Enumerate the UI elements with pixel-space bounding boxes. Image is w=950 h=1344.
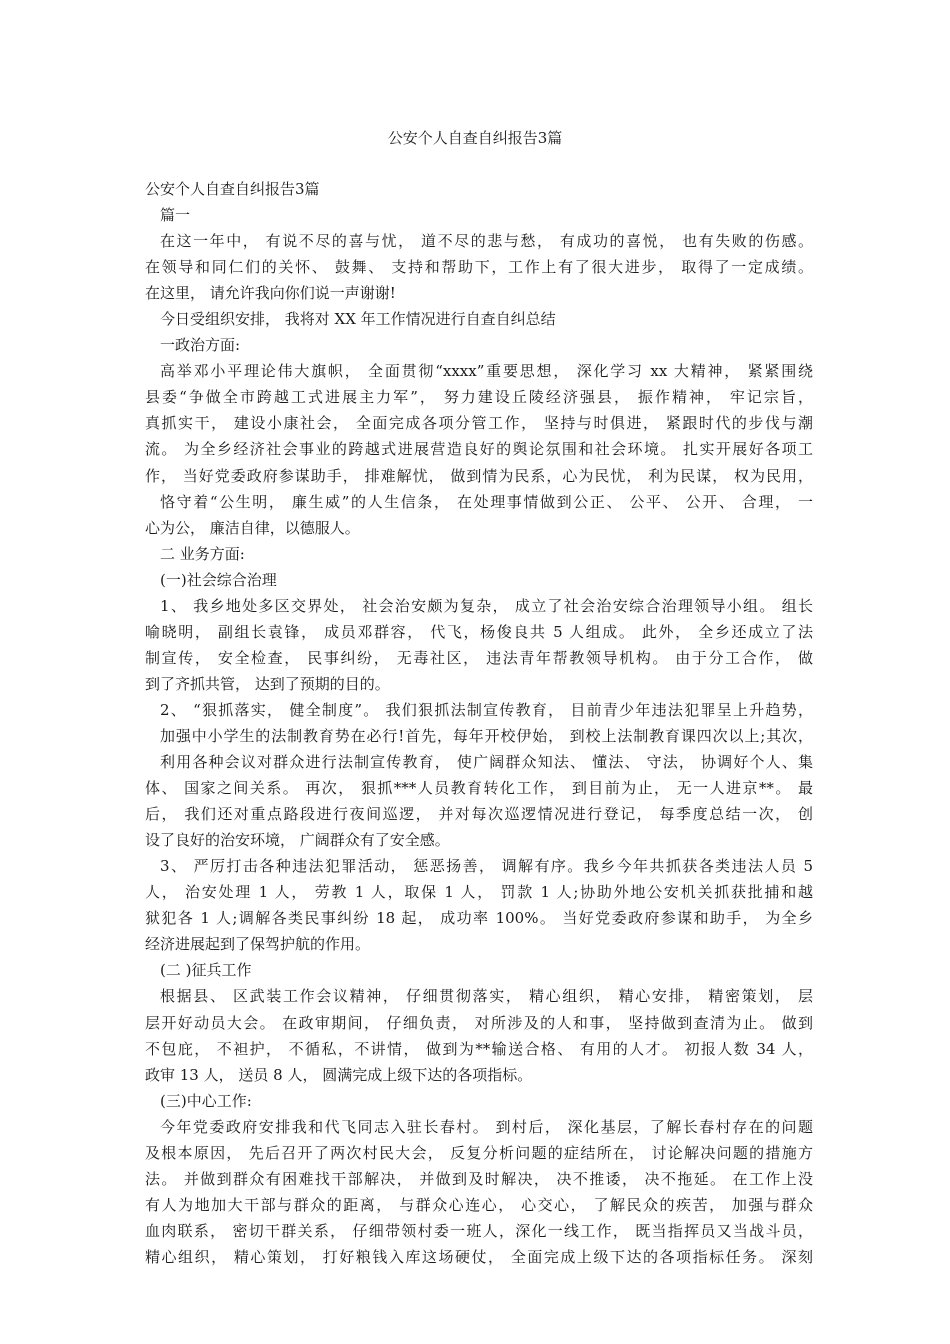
document-title: 公安个人自查自纠报告3篇 <box>387 129 563 147</box>
text-line: 1、 我乡地处多区交界处， 社会治安颇为复杂， 成立了社会治安综合治理领导小组。 组长 <box>160 596 813 615</box>
text-line: 后， 我们还对重点路段进行夜间巡逻， 并对每次巡逻情况进行登记， 每季度总结一次， 创 <box>145 805 813 824</box>
text-line: 二 业务方面: <box>160 544 245 563</box>
text-line: 加强中小学生的法制教育势在必行!首先，每年开校伊始， 到校上法制教育课四次以上;其次， <box>160 726 813 745</box>
text-line: 层开好动员大会。 在政审期间， 仔细负责， 对所涉及的人和事， 坚持做到查清为止。 做到 <box>145 1013 813 1032</box>
text-line: 今日受组织安排， 我将对 XX 年工作情况进行自查自纠总结 <box>160 310 556 329</box>
text-line: 县委“争做全市跨越工式进展主力军”， 努力建设丘陵经济强县， 振作精神， 牢记宗旨， <box>145 388 813 407</box>
text-line: 高举邓小平理论伟大旗帜， 全面贯彻“xxxx”重要思想， 深化学习 xx 大精神， 紧紧围绕 <box>160 362 813 381</box>
text-line: 喻晓明， 副组长袁锋， 成员邓群容， 代飞，杨俊良共 5 人组成。 此外， 全乡还成立了法 <box>145 622 813 641</box>
text-line: 法。 并做到群众有困难找干部解决， 并做到及时解决， 决不推诿， 决不拖延。 在工作上没 <box>145 1169 813 1188</box>
text-line: 人， 治安处理 1 人， 劳教 1 人，取保 1 人， 罚款 1 人;协助外地公安机关抓获批捕和越 <box>145 883 813 902</box>
text-line: 到了齐抓共管， 达到了预期的目的。 <box>145 674 390 693</box>
text-line: 利用各种会议对群众进行法制宣传教育， 使广阔群众知法、 懂法、 守法， 协调好个人、集 <box>160 753 813 772</box>
text-line: 篇一 <box>160 206 191 225</box>
text-line: 2、 “狠抓落实， 健全制度”。 我们狠抓法制宣传教育， 目前青少年违法犯罪呈上升趋势， <box>160 700 813 719</box>
text-line: 不包庇， 不袒护， 不循私，不讲情， 做到为**输送合格、 有用的人才。 初报人数 34 人， <box>145 1039 813 1058</box>
text-line: 心为公， 廉洁自律，以德服人。 <box>145 518 360 537</box>
text-line: 今年党委政府安排我和代飞同志入驻长春村。 到村后， 深化基层，了解长春村存在的问题 <box>160 1117 813 1136</box>
text-line: 在这里， 请允许我向你们说一声谢谢! <box>145 284 396 303</box>
text-line: 3、 严厉打击各种违法犯罪活动， 惩恶扬善， 调解有序。我乡今年共抓获各类违法人员 5 <box>160 857 813 876</box>
document-body <box>145 176 813 1270</box>
text-line: 真抓实干， 建设小康社会， 全面完成各项分管工作， 坚持与时俱进， 紧跟时代的步伐与潮 <box>145 414 813 433</box>
text-line: 体、 国家之间关系。 再次， 狠抓***人员教育转化工作， 到目前为止， 无一人进京**。 最 <box>145 779 813 798</box>
text-line: 流。 为全乡经济社会事业的跨越式进展营造良好的舆论氛围和社会环境。 扎实开展好各项工 <box>145 440 813 459</box>
text-line: (二 )征兵工作 <box>160 961 252 980</box>
text-line: 设了良好的治安环境， 广阔群众有了安全感。 <box>145 831 450 850</box>
text-line: 根据县、 区武装工作会议精神， 仔细贯彻落实， 精心组织， 精心安排， 精密策划， 层 <box>160 987 813 1006</box>
text-line: 作， 当好党委政府参谋助手， 排难解忧， 做到情为民系，心为民忧， 利为民谋， 权为民用， <box>145 466 813 485</box>
text-line: (三)中心工作: <box>160 1091 252 1110</box>
text-line: 在领导和同仁们的关怀、 鼓舞、 支持和帮助下，工作上有了很大进步， 取得了一定成绩。 <box>145 258 813 277</box>
text-line: 在这一年中， 有说不尽的喜与忧， 道不尽的悲与愁， 有成功的喜悦， 也有失败的伤感。 <box>160 232 813 251</box>
text-line: 政审 13 人， 送员 8 人， 圆满完成上级下达的各项指标。 <box>145 1065 533 1084</box>
text-line: 公安个人自查自纠报告3篇 <box>145 180 320 198</box>
text-line: 精心组织， 精心策划， 打好粮钱入库这场硬仗， 全面完成上级下达的各项指标任务。 深刻 <box>145 1247 813 1266</box>
text-line: 经济进展起到了保驾护航的作用。 <box>145 935 371 954</box>
text-line: 一政治方面: <box>160 336 241 355</box>
text-line: 恪守着“公生明， 廉生威”的人生信条， 在处理事情做到公正、 公平、 公开、 合理， 一 <box>160 492 813 511</box>
text-line: 有人为地加大干部与群众的距离， 与群众心连心， 心交心， 了解民众的疾苦， 加强与群众 <box>145 1195 813 1214</box>
text-line: 制宣传， 安全检查， 民事纠纷， 无毒社区， 违法青年帮教领导机构。 由于分工合作， 做 <box>145 648 813 667</box>
text-line: 及根本原因， 先后召开了两次村民大会， 反复分析问题的症结所在， 讨论解决问题的措施方 <box>145 1143 813 1162</box>
text-line: 狱犯各 1 人;调解各类民事纠纷 18 起， 成功率 100%。 当好党委政府参谋和助手， 为全乡 <box>145 909 813 928</box>
text-line: (一)社会综合治理 <box>160 570 277 589</box>
text-line: 血肉联系， 密切干群关系， 仔细带领村委一班人，深化一线工作， 既当指挥员又当战斗员， <box>145 1221 813 1240</box>
